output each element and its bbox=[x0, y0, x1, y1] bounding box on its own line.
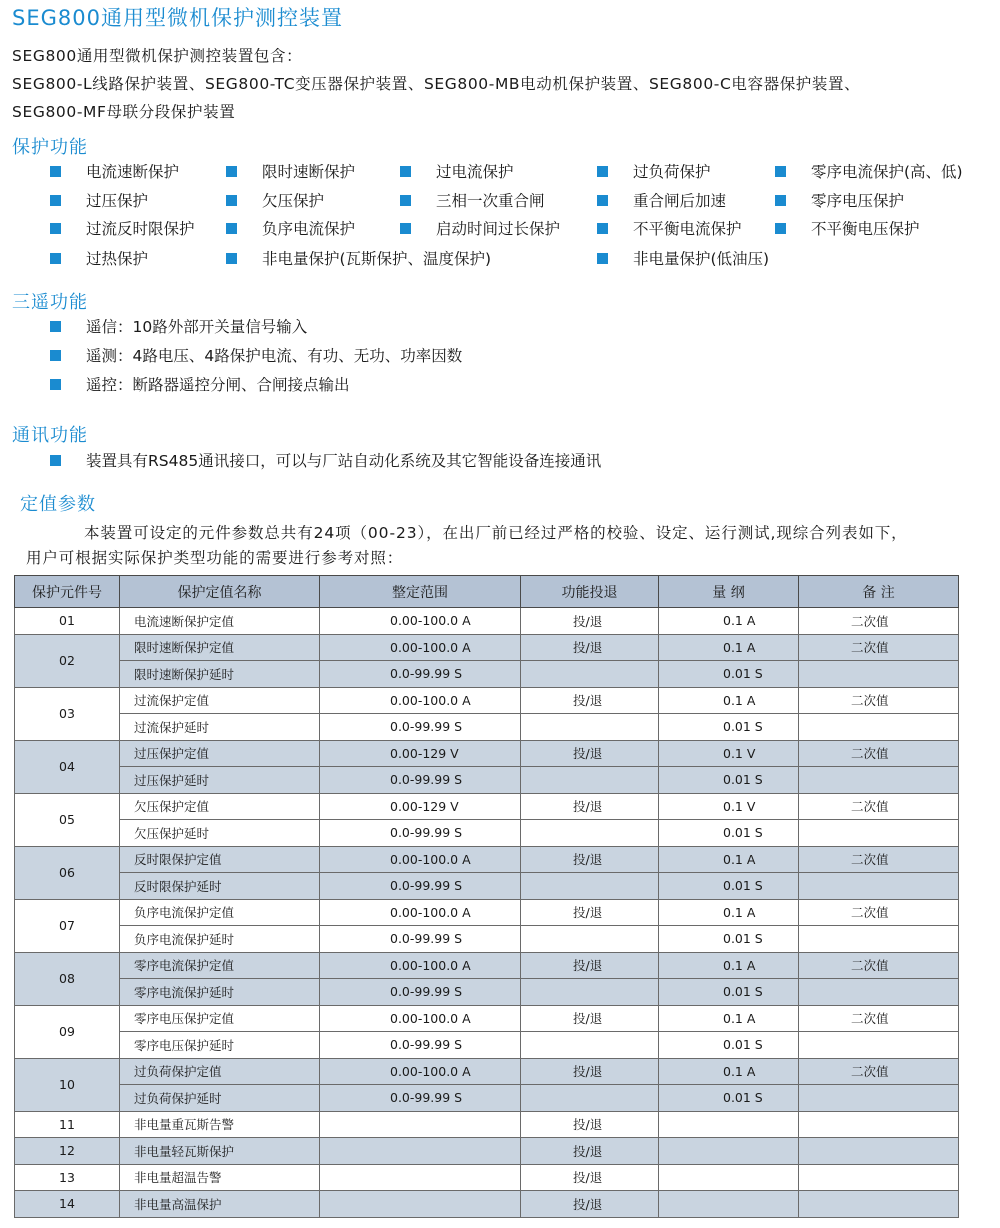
bullet-square-icon bbox=[597, 195, 608, 206]
setting-name: 反时限保护定值 bbox=[120, 846, 320, 873]
setting-name: 零序电压保护定值 bbox=[120, 1005, 320, 1032]
table-row bbox=[15, 952, 959, 979]
column-header: 保护元件号 bbox=[15, 576, 120, 608]
setting-switch: 投/退 bbox=[521, 1005, 659, 1032]
feature-label: 负序电流保护 bbox=[262, 220, 356, 238]
setting-range: 0.0-99.99 S bbox=[320, 873, 521, 900]
setting-switch: 投/退 bbox=[521, 740, 659, 767]
setting-note: 二次值 bbox=[799, 793, 959, 820]
table-row bbox=[15, 820, 959, 847]
setting-switch bbox=[521, 767, 659, 794]
intro-line: SEG800通用型微机保护测控装置包含： bbox=[12, 47, 303, 65]
setting-switch bbox=[521, 1032, 659, 1059]
table-row bbox=[15, 740, 959, 767]
feature-item bbox=[775, 218, 920, 238]
setting-range: 0.00-100.0 A bbox=[320, 634, 521, 661]
setting-range: 0.0-99.99 S bbox=[320, 767, 521, 794]
feature-item bbox=[597, 190, 726, 210]
setting-range: 0.0-99.99 S bbox=[320, 1085, 521, 1112]
setting-unit: 0.01 S bbox=[659, 873, 799, 900]
feature-item bbox=[597, 248, 769, 268]
feature-label: 启动时间过长保护 bbox=[436, 220, 561, 238]
setting-switch: 投/退 bbox=[521, 634, 659, 661]
setting-unit bbox=[659, 1164, 799, 1191]
feature-label: 过压保护 bbox=[86, 192, 149, 210]
setting-unit: 0.1 A bbox=[659, 687, 799, 714]
setting-range: 0.00-100.0 A bbox=[320, 952, 521, 979]
element-number: 11 bbox=[15, 1111, 120, 1138]
table-row bbox=[15, 1111, 959, 1138]
feature-item bbox=[775, 161, 963, 181]
setting-unit: 0.1 A bbox=[659, 1005, 799, 1032]
setting-unit bbox=[659, 1111, 799, 1138]
feature-label: 重合闸后加速 bbox=[633, 192, 727, 210]
feature-label: 电流速断保护 bbox=[86, 163, 180, 181]
remote-heading: 三遥功能 bbox=[12, 292, 88, 313]
setting-switch bbox=[521, 714, 659, 741]
params-paragraph: 本装置可设定的元件参数总共有24项（00-23），在出厂前已经过严格的校验、设定、运行测试,现综合列表如下， bbox=[84, 524, 908, 542]
setting-switch: 投/退 bbox=[521, 1058, 659, 1085]
feature-item bbox=[775, 190, 904, 210]
setting-switch: 投/退 bbox=[521, 608, 659, 635]
feature-item bbox=[50, 190, 148, 210]
setting-note: 二次值 bbox=[799, 608, 959, 635]
setting-switch: 投/退 bbox=[521, 687, 659, 714]
table-row bbox=[15, 661, 959, 688]
setting-unit: 0.01 S bbox=[659, 979, 799, 1006]
feature-label: 零序电流保护(高、低) bbox=[811, 163, 963, 181]
setting-range bbox=[320, 1111, 521, 1138]
setting-name: 零序电流保护延时 bbox=[120, 979, 320, 1006]
element-number: 12 bbox=[15, 1138, 120, 1165]
setting-name: 零序电流保护定值 bbox=[120, 952, 320, 979]
comm-item bbox=[50, 450, 601, 470]
bullet-square-icon bbox=[50, 455, 61, 466]
feature-label: 过电流保护 bbox=[436, 163, 514, 181]
setting-note bbox=[799, 661, 959, 688]
table-row bbox=[15, 608, 959, 635]
table-row bbox=[15, 767, 959, 794]
setting-switch: 投/退 bbox=[521, 1191, 659, 1218]
setting-range: 0.0-99.99 S bbox=[320, 1032, 521, 1059]
setting-switch: 投/退 bbox=[521, 952, 659, 979]
setting-range: 0.0-99.99 S bbox=[320, 820, 521, 847]
setting-range bbox=[320, 1138, 521, 1165]
setting-range: 0.0-99.99 S bbox=[320, 979, 521, 1006]
bullet-square-icon bbox=[226, 195, 237, 206]
setting-note bbox=[799, 1191, 959, 1218]
setting-switch: 投/退 bbox=[521, 1138, 659, 1165]
setting-note: 二次值 bbox=[799, 952, 959, 979]
table-row bbox=[15, 1032, 959, 1059]
setting-note bbox=[799, 873, 959, 900]
element-number: 14 bbox=[15, 1191, 120, 1218]
bullet-square-icon bbox=[226, 253, 237, 264]
remote-item-label: 遥信：10路外部开关量信号输入 bbox=[86, 318, 308, 336]
feature-label: 不平衡电流保护 bbox=[633, 220, 742, 238]
setting-note: 二次值 bbox=[799, 634, 959, 661]
element-number: 01 bbox=[15, 608, 120, 635]
element-number: 06 bbox=[15, 846, 120, 899]
feature-item bbox=[226, 218, 355, 238]
setting-note: 二次值 bbox=[799, 846, 959, 873]
setting-note bbox=[799, 926, 959, 953]
feature-label: 过负荷保护 bbox=[633, 163, 711, 181]
setting-unit: 0.1 A bbox=[659, 608, 799, 635]
setting-unit: 0.1 A bbox=[659, 634, 799, 661]
params-heading: 定值参数 bbox=[20, 494, 96, 515]
setting-unit bbox=[659, 1191, 799, 1218]
table-row bbox=[15, 1058, 959, 1085]
setting-unit: 0.01 S bbox=[659, 926, 799, 953]
feature-label: 限时速断保护 bbox=[262, 163, 356, 181]
setting-note bbox=[799, 714, 959, 741]
feature-label: 过热保护 bbox=[86, 250, 149, 268]
setting-range: 0.00-129 V bbox=[320, 793, 521, 820]
bullet-square-icon bbox=[50, 166, 61, 177]
table-row bbox=[15, 926, 959, 953]
page-title: SEG800通用型微机保护测控装置 bbox=[12, 6, 343, 30]
table-row bbox=[15, 714, 959, 741]
setting-switch: 投/退 bbox=[521, 846, 659, 873]
setting-name: 过负荷保护定值 bbox=[120, 1058, 320, 1085]
setting-note bbox=[799, 1032, 959, 1059]
feature-item bbox=[597, 218, 742, 238]
feature-label: 零序电压保护 bbox=[811, 192, 905, 210]
feature-item bbox=[226, 248, 491, 268]
setting-name: 欠压保护定值 bbox=[120, 793, 320, 820]
setting-name: 限时速断保护定值 bbox=[120, 634, 320, 661]
setting-name: 过压保护延时 bbox=[120, 767, 320, 794]
protection-heading: 保护功能 bbox=[12, 137, 88, 158]
column-header: 功能投退 bbox=[521, 576, 659, 608]
setting-unit: 0.1 V bbox=[659, 740, 799, 767]
setting-name: 限时速断保护延时 bbox=[120, 661, 320, 688]
bullet-square-icon bbox=[50, 223, 61, 234]
feature-label: 非电量保护(瓦斯保护、温度保护) bbox=[262, 250, 492, 268]
setting-note bbox=[799, 1138, 959, 1165]
bullet-square-icon bbox=[597, 223, 608, 234]
feature-label: 过流反时限保护 bbox=[86, 220, 195, 238]
setting-name: 过流保护延时 bbox=[120, 714, 320, 741]
bullet-square-icon bbox=[50, 253, 61, 264]
remote-item-label: 遥控：断路器遥控分闸、合闸接点输出 bbox=[86, 376, 350, 394]
element-number: 03 bbox=[15, 687, 120, 740]
setting-range: 0.0-99.99 S bbox=[320, 926, 521, 953]
column-header: 备 注 bbox=[799, 576, 959, 608]
bullet-square-icon bbox=[226, 166, 237, 177]
table-row bbox=[15, 793, 959, 820]
setting-unit: 0.01 S bbox=[659, 1085, 799, 1112]
element-number: 04 bbox=[15, 740, 120, 793]
bullet-square-icon bbox=[50, 379, 61, 390]
bullet-square-icon bbox=[775, 223, 786, 234]
setting-range bbox=[320, 1164, 521, 1191]
feature-item bbox=[50, 248, 148, 268]
bullet-square-icon bbox=[400, 223, 411, 234]
setting-name: 负序电流保护定值 bbox=[120, 899, 320, 926]
setting-unit: 0.1 A bbox=[659, 1058, 799, 1085]
table-body bbox=[15, 608, 959, 1218]
table-row bbox=[15, 634, 959, 661]
setting-unit: 0.1 A bbox=[659, 846, 799, 873]
table-row bbox=[15, 1191, 959, 1218]
setting-note: 二次值 bbox=[799, 687, 959, 714]
setting-name: 过负荷保护延时 bbox=[120, 1085, 320, 1112]
feature-item bbox=[597, 161, 711, 181]
feature-item bbox=[50, 161, 179, 181]
bullet-square-icon bbox=[400, 166, 411, 177]
setting-name: 过压保护定值 bbox=[120, 740, 320, 767]
feature-label: 非电量保护(低油压) bbox=[633, 250, 770, 268]
element-number: 07 bbox=[15, 899, 120, 952]
remote-item bbox=[50, 345, 462, 365]
setting-unit: 0.1 A bbox=[659, 899, 799, 926]
setting-switch: 投/退 bbox=[521, 1164, 659, 1191]
setting-note: 二次值 bbox=[799, 899, 959, 926]
setting-switch bbox=[521, 661, 659, 688]
setting-unit: 0.1 A bbox=[659, 952, 799, 979]
table-row bbox=[15, 846, 959, 873]
column-header: 量 纲 bbox=[659, 576, 799, 608]
table-row bbox=[15, 899, 959, 926]
setting-range: 0.0-99.99 S bbox=[320, 661, 521, 688]
setting-switch: 投/退 bbox=[521, 1111, 659, 1138]
setting-name: 负序电流保护延时 bbox=[120, 926, 320, 953]
feature-item bbox=[226, 161, 355, 181]
setting-note bbox=[799, 1164, 959, 1191]
setting-range: 0.00-100.0 A bbox=[320, 608, 521, 635]
setting-name: 反时限保护延时 bbox=[120, 873, 320, 900]
feature-label: 三相一次重合闸 bbox=[436, 192, 545, 210]
bullet-square-icon bbox=[50, 195, 61, 206]
setting-name: 非电量高温保护 bbox=[120, 1191, 320, 1218]
comm-heading: 通讯功能 bbox=[12, 425, 88, 446]
element-number: 13 bbox=[15, 1164, 120, 1191]
setting-switch bbox=[521, 979, 659, 1006]
bullet-square-icon bbox=[400, 195, 411, 206]
setting-name: 过流保护定值 bbox=[120, 687, 320, 714]
bullet-square-icon bbox=[597, 253, 608, 264]
bullet-square-icon bbox=[775, 166, 786, 177]
comm-item-label: 装置具有RS485通讯接口，可以与厂站自动化系统及其它智能设备连接通讯 bbox=[86, 452, 602, 470]
setting-switch bbox=[521, 1085, 659, 1112]
table-row bbox=[15, 979, 959, 1006]
feature-item bbox=[400, 161, 514, 181]
setting-switch bbox=[521, 873, 659, 900]
setting-range bbox=[320, 1191, 521, 1218]
feature-item bbox=[50, 218, 195, 238]
params-paragraph: 用户可根据实际保护类型功能的需要进行参考对照： bbox=[26, 549, 404, 567]
bullet-square-icon bbox=[597, 166, 608, 177]
setting-unit: 0.01 S bbox=[659, 1032, 799, 1059]
setting-range: 0.00-100.0 A bbox=[320, 1005, 521, 1032]
intro-line: SEG800-L线路保护装置、SEG800-TC变压器保护装置、SEG800-MB电动机保护装置、SEG800-C电容器保护装置、 bbox=[12, 75, 861, 93]
bullet-square-icon bbox=[775, 195, 786, 206]
element-number: 02 bbox=[15, 634, 120, 687]
setting-unit: 0.1 V bbox=[659, 793, 799, 820]
feature-label: 欠压保护 bbox=[262, 192, 325, 210]
setting-name: 零序电压保护延时 bbox=[120, 1032, 320, 1059]
element-number: 09 bbox=[15, 1005, 120, 1058]
element-number: 10 bbox=[15, 1058, 120, 1111]
setting-unit: 0.01 S bbox=[659, 714, 799, 741]
setting-name: 非电量重瓦斯告警 bbox=[120, 1111, 320, 1138]
bullet-square-icon bbox=[50, 321, 61, 332]
params-table bbox=[14, 575, 959, 1218]
setting-switch bbox=[521, 820, 659, 847]
table-header-row bbox=[15, 576, 959, 608]
column-header: 整定范围 bbox=[320, 576, 521, 608]
feature-item bbox=[400, 190, 545, 210]
column-header: 保护定值名称 bbox=[120, 576, 320, 608]
intro-block bbox=[12, 42, 860, 126]
setting-note bbox=[799, 1111, 959, 1138]
feature-label: 不平衡电压保护 bbox=[811, 220, 920, 238]
setting-note bbox=[799, 767, 959, 794]
setting-switch: 投/退 bbox=[521, 793, 659, 820]
setting-note: 二次值 bbox=[799, 740, 959, 767]
setting-name: 非电量超温告警 bbox=[120, 1164, 320, 1191]
remote-item-label: 遥测：4路电压、4路保护电流、有功、无功、功率因数 bbox=[86, 347, 463, 365]
setting-range: 0.00-100.0 A bbox=[320, 1058, 521, 1085]
element-number: 08 bbox=[15, 952, 120, 1005]
setting-note bbox=[799, 820, 959, 847]
setting-switch: 投/退 bbox=[521, 899, 659, 926]
setting-switch bbox=[521, 926, 659, 953]
setting-note: 二次值 bbox=[799, 1058, 959, 1085]
table-row bbox=[15, 1164, 959, 1191]
setting-range: 0.0-99.99 S bbox=[320, 714, 521, 741]
table-row bbox=[15, 687, 959, 714]
setting-unit: 0.01 S bbox=[659, 820, 799, 847]
setting-range: 0.00-100.0 A bbox=[320, 846, 521, 873]
setting-range: 0.00-129 V bbox=[320, 740, 521, 767]
setting-range: 0.00-100.0 A bbox=[320, 687, 521, 714]
remote-item bbox=[50, 316, 307, 336]
table-row bbox=[15, 873, 959, 900]
table-row bbox=[15, 1005, 959, 1032]
setting-note: 二次值 bbox=[799, 1005, 959, 1032]
setting-range: 0.00-100.0 A bbox=[320, 899, 521, 926]
setting-name: 电流速断保护定值 bbox=[120, 608, 320, 635]
element-number: 05 bbox=[15, 793, 120, 846]
setting-note bbox=[799, 1085, 959, 1112]
setting-unit bbox=[659, 1138, 799, 1165]
feature-item bbox=[400, 218, 560, 238]
feature-item bbox=[226, 190, 324, 210]
setting-note bbox=[799, 979, 959, 1006]
setting-name: 欠压保护延时 bbox=[120, 820, 320, 847]
bullet-square-icon bbox=[50, 350, 61, 361]
intro-line: SEG800-MF母联分段保护装置 bbox=[12, 103, 236, 121]
setting-unit: 0.01 S bbox=[659, 767, 799, 794]
setting-name: 非电量轻瓦斯保护 bbox=[120, 1138, 320, 1165]
table-row bbox=[15, 1138, 959, 1165]
bullet-square-icon bbox=[226, 223, 237, 234]
setting-unit: 0.01 S bbox=[659, 661, 799, 688]
remote-item bbox=[50, 374, 350, 394]
table-row bbox=[15, 1085, 959, 1112]
